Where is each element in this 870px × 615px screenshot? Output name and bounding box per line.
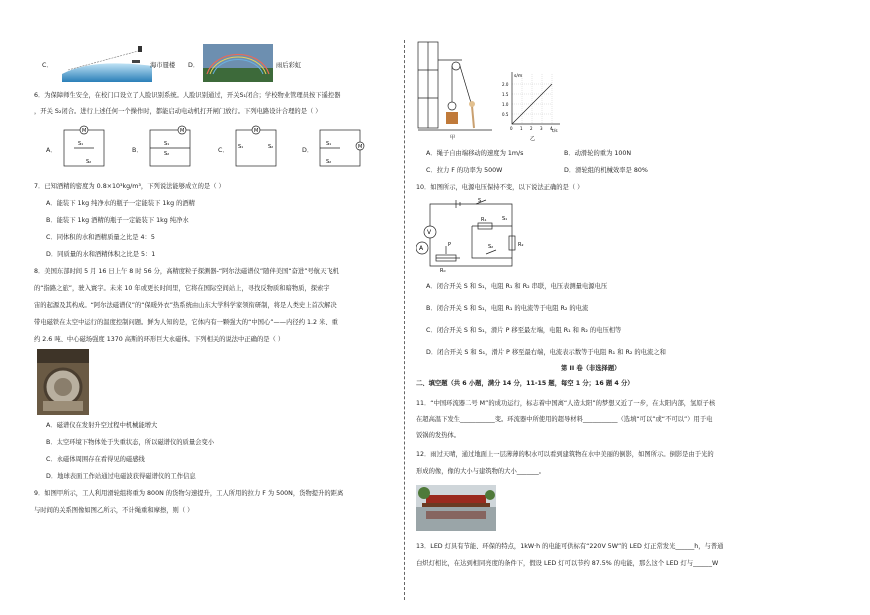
mirage-image <box>62 44 152 82</box>
q8-stem-line4: 带电磁铁在太空中运行的温度控制问题。鲜为人知的是，它体内有一颗强大的“中国心”——内径约 1.2 米、重 <box>34 319 338 326</box>
q9-option-b: B．动滑轮的重为 100N <box>564 150 632 157</box>
q6-circuit-b <box>146 124 196 172</box>
q11-line1: 11．“中国环流器二号 M”的成功运行，标志着中国离“人造太阳”的梦想又近了一步，在太阳内部，氢原子核 <box>416 400 716 407</box>
q6-option-b: B． <box>132 147 143 154</box>
q6a-motor-label: M <box>82 128 87 134</box>
q9-distance-time-chart <box>502 70 564 146</box>
q5-option-d-caption: 雨后彩虹 <box>276 62 302 69</box>
q8-stem-line2: 的“指路之旅”，驶入寰宇。未来 10 年或更长时间里，它将在国际空间站上，寻找反物质和暗物质，探索宇 <box>34 285 330 292</box>
building-reflection-photo <box>416 485 496 531</box>
q9-xtick-3: 3 <box>540 126 543 131</box>
q6-option-d: D． <box>302 147 314 154</box>
q12-line2: 形成的像，像的大小与建筑物的大小_______。 <box>416 468 546 475</box>
q10-r2-label: R₂ <box>518 242 524 248</box>
q9-option-a: A．绳子自由端移动的速度为 1m/s <box>426 150 524 157</box>
q9-option-d: D．滑轮组的机械效率是 80% <box>564 167 648 174</box>
q10-ammeter-label: A <box>419 245 424 252</box>
q5-option-c-label: C． <box>42 62 53 69</box>
q8-stem-line3: 宙的起源及其构成。“阿尔法磁谱仪”的“保暖外衣”热系统由山东大学科学家领衔研制，将是人类史上首次解决 <box>34 302 337 309</box>
q6d-s1-label: S₁ <box>326 141 332 147</box>
q6b-s2-label: S₂ <box>164 151 170 157</box>
q9-xtick-2: 2 <box>530 126 533 131</box>
q8-stem-line1: 8．美国东部时间 5 月 16 日上午 8 时 56 分，高精度粒子探测器-“阿尔法磁谱仪”随伴美国“奋进”号航天飞机 <box>34 268 339 275</box>
q9-fig-jia-label: 甲 <box>450 135 456 140</box>
q10-stem: 10．如图所示，电源电压保持不变，以下说法正确的是（ ） <box>416 184 584 191</box>
q7-option-c: C．同体积的水和酒精质量之比是 4：5 <box>46 234 155 241</box>
q9-fig-yi-label: 乙 <box>530 136 536 142</box>
q10-voltmeter-label: V <box>427 229 432 236</box>
section-fill-blank-heading: 二、填空题（共 6 小题，满分 14 分，11-15 题，每空 1 分；16 题 4 分） <box>416 380 634 387</box>
q9-axis-y-label: s/m <box>514 74 523 79</box>
part2-title: 第 II 卷（非选择题） <box>561 365 621 372</box>
q6-circuit-d <box>316 124 370 172</box>
q8-stem-line5: 约 2.6 吨、中心磁场强度 1370 高斯的环形巨大永磁体。下列相关的说法中正确的是（ ） <box>34 336 285 343</box>
q9-ytick-1.0: 1.0 <box>502 102 509 107</box>
q8-option-a: A．磁谱仪在发射升空过程中机械能增大 <box>46 422 158 429</box>
q10-option-c: C．闭合开关 S 和 S₁，滑片 P 移至最左端，电阻 R₁ 和 R₂ 的电压相等 <box>426 327 622 334</box>
q9-xtick-0: 0 <box>510 126 513 131</box>
q9-figure-jia <box>416 40 494 140</box>
q10-option-a: A．闭合开关 S 和 S₁，电阻 R₁ 和 R₂ 串联，电压表测量电源电压 <box>426 283 608 290</box>
q13-line2: 白炽灯相比，在达到相同亮度的条件下，假设 LED 灯可以节约 87.5% 的电能，那么这个 LED 灯与______W <box>416 560 719 567</box>
q8-option-b: B．太空环境下物体处于失重状态，所以磁谱仪的质量会变小 <box>46 439 215 446</box>
q9-option-c: C．拉力 F 的功率为 500W <box>426 167 503 174</box>
q10-option-b: B．闭合开关 S 和 S₁，电阻 R₁ 的电流等于电阻 R₂ 的电流 <box>426 305 589 312</box>
q10-circuit <box>416 196 534 274</box>
q6-circuit-c <box>232 124 282 172</box>
q6b-s1-label: S₁ <box>164 141 170 147</box>
q6a-s2-label: S₂ <box>86 159 92 165</box>
q11-line2: 在超高温下发生___________变。环流器中所使用的超导材料___________（选填“可以”或“不可以”）用于电 <box>416 416 713 423</box>
q10-r1-label: R₁ <box>481 217 487 223</box>
q9-stem-line2: 与时间的关系图像如图乙所示，不计绳重和摩擦，则（ ） <box>34 507 194 514</box>
q6c-motor-label: M <box>254 128 259 134</box>
q13-line1: 13．LED 灯具有节能、环保的特点，1kW·h 的电能可供标有“220V 5W”的 LED 灯正常发光______h，与普通 <box>416 543 724 550</box>
q9-xtick-4: 4 <box>550 126 553 131</box>
q9-axis-x-label: t/s <box>552 129 558 134</box>
q6c-s1-label: S₁ <box>238 144 244 150</box>
q6d-motor-label: M <box>358 144 363 150</box>
q6-option-c: C． <box>218 147 229 154</box>
q9-ytick-2.0: 2.0 <box>502 82 509 87</box>
q10-s1-label: S₁ <box>502 216 508 222</box>
q10-option-d: D．闭合开关 S 和 S₁，滑片 P 移至最右端，电流表示数等于电阻 R₁ 和 R₂ 的电流之和 <box>426 349 666 356</box>
q6a-s1-label: S₁ <box>78 141 84 147</box>
spectrometer-photo <box>37 349 89 415</box>
q6-stem-line1: 6．为保障师生安全，在校门口设立了人脸识别系统。人脸识别通过，开关S₁闭合；学校物业管理员按下遥控器 <box>34 92 341 99</box>
q7-option-b: B．能装下 1kg 酒精的瓶子一定能装下 1kg 纯净水 <box>46 217 189 224</box>
rainbow-image <box>203 44 273 82</box>
q6-circuit-a <box>60 124 110 172</box>
q12-line1: 12．雨过天晴，通过地面上一层薄薄的积水可以看到建筑物在水中美丽的倒影，如图所示。倒影是由于光的 <box>416 451 714 458</box>
q7-option-d: D．同质量的水和酒精体积之比是 5：1 <box>46 251 156 258</box>
q10-r0-label: R₀ <box>440 268 446 274</box>
q6d-s2-label: S₂ <box>326 159 332 165</box>
q8-option-c: C．永磁体周围存在看得见的磁感线 <box>46 456 145 463</box>
q6-stem-line2: ，开关 S₂闭合。进行上述任何一个操作时，都能启动电动机打开闸门放行。下列电路设计合理的是（ ） <box>34 108 322 115</box>
q8-option-d: D．地球表面工作站通过电磁波获得磁谱仪的工作信息 <box>46 473 196 480</box>
q10-switch-s-label: S <box>478 198 482 204</box>
q9-ytick-1.5: 1.5 <box>502 92 509 97</box>
q6b-motor-label: M <box>180 128 185 134</box>
q5-option-c-caption: 海市蜃楼 <box>150 62 176 69</box>
q10-slider-p-label: P <box>448 242 452 248</box>
q7-option-a: A．能装下 1kg 纯净水的瓶子一定能装下 1kg 的酒精 <box>46 200 195 207</box>
q9-xtick-1: 1 <box>520 126 523 131</box>
q9-stem-line1: 9．如图甲所示，工人利用滑轮组将重为 800N 的货物匀速提升，工人所用的拉力 F 为 500N，货物提升的距离 <box>34 490 344 497</box>
q6c-s2-label: S₂ <box>268 144 274 150</box>
q5-option-d-label: D． <box>188 62 200 69</box>
q7-stem: 7．已知酒精的密度为 0.8×10³kg/m³，下列说法能够成立的是（ ） <box>34 183 225 190</box>
q10-s2-label: S₂ <box>488 244 494 250</box>
q6-option-a: A． <box>46 147 57 154</box>
column-divider <box>404 40 405 600</box>
q9-ytick-0.5: 0.5 <box>502 112 509 117</box>
q11-line3: 饭锅的发热体。 <box>416 432 461 439</box>
